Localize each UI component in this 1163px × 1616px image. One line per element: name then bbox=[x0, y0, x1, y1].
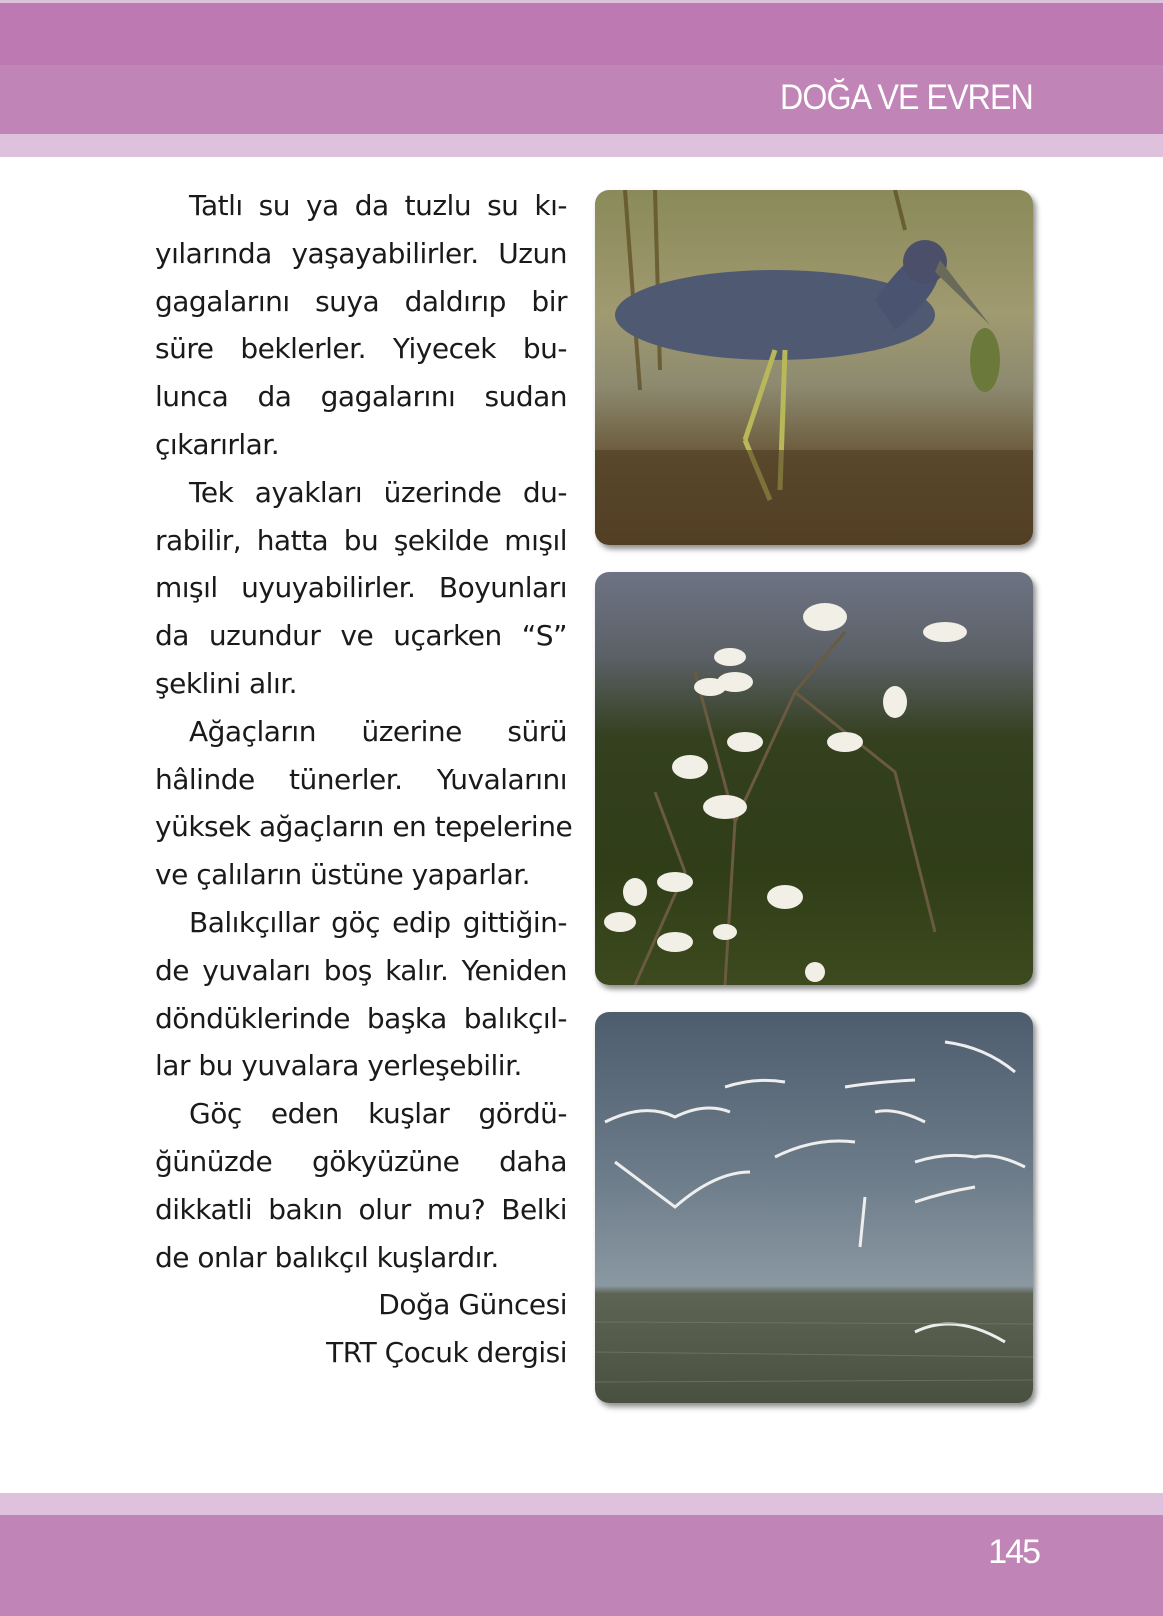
paragraph bbox=[155, 899, 567, 1090]
text-line: çıkarırlar. bbox=[155, 427, 280, 461]
text-line: lunca da gagalarını sudan bbox=[155, 380, 567, 414]
text-line: yüksek ağaçların en tepelerine bbox=[155, 810, 573, 844]
text-line: rabilir, hatta bu şekilde mışıl bbox=[155, 523, 567, 557]
text-line: Ağaçların üzerine sürü bbox=[189, 714, 567, 748]
text-line: süre beklerler. Yiyecek bu- bbox=[155, 332, 567, 366]
source-line2: TRT Çocuk dergisi bbox=[326, 1336, 567, 1370]
footer-light-band bbox=[0, 1493, 1163, 1515]
text-line: de yuvaları boş kalır. Yeniden bbox=[155, 953, 567, 987]
text-line: ğünüzde gökyüzüne daha bbox=[155, 1144, 567, 1178]
photo-heron-with-fish bbox=[595, 190, 1033, 545]
header-light-band bbox=[0, 134, 1163, 157]
text-line: mışıl uyuyabilirler. Boyunları bbox=[155, 571, 567, 605]
text-line: şeklini alır. bbox=[155, 666, 298, 700]
text-line: Balıkçıllar göç edip gittiğin- bbox=[189, 905, 567, 939]
photo-egrets-in-tree bbox=[595, 572, 1033, 985]
text-line: döndüklerinde başka balıkçıl- bbox=[155, 1001, 567, 1035]
text-line: de onlar balıkçıl kuşlardır. bbox=[155, 1240, 499, 1274]
text-line: Göç eden kuşlar gördü- bbox=[189, 1097, 567, 1131]
source-line1: Doğa Güncesi bbox=[378, 1288, 567, 1322]
text-line: Tek ayakları üzerinde du- bbox=[189, 475, 567, 509]
text-line: yılarında yaşayabilirler. Uzun bbox=[155, 236, 567, 270]
photo-seagulls-over-sea bbox=[595, 1012, 1033, 1403]
text-line: lar bu yuvalara yerleşebilir. bbox=[155, 1049, 522, 1083]
paragraph bbox=[155, 708, 573, 899]
header-band bbox=[0, 3, 1163, 65]
page-number: 145 bbox=[988, 1533, 1039, 1571]
paragraph bbox=[155, 182, 567, 469]
paragraph bbox=[155, 1090, 567, 1281]
paragraph bbox=[155, 469, 567, 708]
article-text bbox=[155, 182, 573, 1377]
section-title: DOĞA VE EVREN bbox=[780, 78, 1033, 117]
text-line: da uzundur ve uçarken “S” bbox=[155, 619, 567, 653]
text-line: dikkatli bakın olur mu? Belki bbox=[155, 1192, 567, 1226]
text-line: ve çalıların üstüne yaparlar. bbox=[155, 858, 531, 892]
text-line: hâlinde tünerler. Yuvalarını bbox=[155, 762, 567, 796]
text-line: gagalarını suya daldırıp bir bbox=[155, 284, 567, 318]
text-line: Tatlı su ya da tuzlu su kı- bbox=[189, 189, 567, 222]
